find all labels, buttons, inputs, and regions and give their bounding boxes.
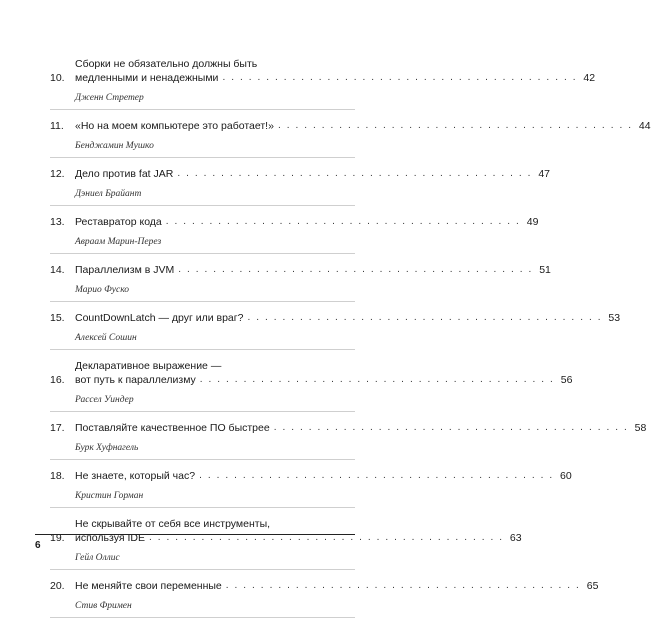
toc-entry[interactable] <box>50 577 599 618</box>
toc-entry-author: Бенджамин Мушко <box>75 141 154 151</box>
toc-entry[interactable] <box>50 309 621 350</box>
toc-entry-number: 17. <box>50 422 65 434</box>
toc-entry-title-row <box>50 263 551 277</box>
toc-entry-title <box>75 311 620 325</box>
toc-entry-last-line <box>75 579 598 593</box>
leader-dots: . . . . . . . . . . . . . . . . . . . . . . . . . . . . . . . . . . . . . . . . . <box>277 120 633 131</box>
leader-dots: . . . . . . . . . . . . . . . . . . . . . . . . . . . . . . . . . . . . . . . . . <box>273 422 629 433</box>
toc-entry-title-row <box>50 215 539 229</box>
toc-entry-last-line <box>75 469 572 483</box>
toc-entry-title <box>75 263 551 277</box>
toc-entry-last-line <box>75 71 595 85</box>
toc-entry-title <box>75 579 598 593</box>
toc-entry-page: 44 <box>638 120 651 132</box>
toc-entry-title-line: медленными и ненадежными <box>75 72 219 84</box>
toc-entry-last-line <box>75 311 620 325</box>
toc-entry-title-line: Дело против fat JAR <box>75 168 174 180</box>
toc-entry-number: 12. <box>50 168 65 180</box>
toc-entry-page: 60 <box>560 470 572 482</box>
toc-entry-last-line <box>75 421 646 435</box>
toc-entry-title-row <box>50 421 647 435</box>
page-number: 6 <box>35 540 41 551</box>
toc-entry-title-row <box>50 311 621 325</box>
toc-entry-number: 11. <box>50 120 64 132</box>
toc-entry-title-row <box>50 359 573 387</box>
toc-entry-author: Кристин Горман <box>75 491 144 501</box>
toc-entry-author: Авраам Марин-Перез <box>75 237 162 247</box>
toc-entry-number: 10. <box>50 72 65 84</box>
toc-entry-page: 56 <box>560 374 573 386</box>
toc-entry-author: Бурк Хуфнагель <box>75 443 139 453</box>
toc-entry-number: 13. <box>50 216 65 228</box>
toc-entry[interactable] <box>50 515 522 570</box>
toc-entry[interactable] <box>50 213 539 254</box>
toc-entry-last-line <box>75 373 572 387</box>
toc-entry-title-line: «Но на моем компьютере это работает!» <box>75 120 274 132</box>
toc-entry-title-line: Параллелизм в JVM <box>75 264 175 276</box>
leader-dots: . . . . . . . . . . . . . . . . . . . . . . . . . . . . . . . . . . . . . . . . . <box>165 216 521 227</box>
leader-dots: . . . . . . . . . . . . . . . . . . . . . . . . . . . . . . . . . . . . . . . . . <box>178 264 533 275</box>
table-of-contents <box>50 55 651 625</box>
toc-entry-title <box>75 421 646 435</box>
toc-entry-title-line: вот путь к параллелизму <box>75 374 196 386</box>
toc-entry-page: 47 <box>538 168 550 180</box>
toc-entry-number: 14. <box>50 264 65 276</box>
toc-entry-last-line <box>75 263 551 277</box>
leader-dots: . . . . . . . . . . . . . . . . . . . . . . . . . . . . . . . . . . . . . . . . . <box>225 580 581 591</box>
toc-entry-title <box>75 469 572 483</box>
toc-entry-author: Гейл Оллис <box>75 553 120 563</box>
toc-entry-author: Алексей Сошин <box>75 333 137 343</box>
toc-entry-last-line <box>75 167 550 181</box>
toc-entry-title <box>75 215 538 229</box>
toc-entry-last-line <box>75 119 651 133</box>
toc-entry[interactable] <box>50 261 551 302</box>
leader-dots: . . . . . . . . . . . . . . . . . . . . . . . . . . . . . . . . . . . . . . . . . <box>199 470 554 481</box>
toc-entry-title-line: Не знаете, который час? <box>75 470 196 482</box>
leader-dots: . . . . . . . . . . . . . . . . . . . . . . . . . . . . . . . . . . . . . . . . . <box>148 532 504 543</box>
toc-entry-page: 58 <box>634 422 647 434</box>
toc-entry-number: 19. <box>50 532 65 544</box>
toc-entry-title-line: Декларативное выражение — <box>75 360 222 372</box>
toc-entry-author: Стив Фримен <box>75 601 132 611</box>
toc-entry-page: 51 <box>539 264 551 276</box>
toc-entry-title-row <box>50 119 651 133</box>
toc-entry-title-row <box>50 579 599 593</box>
toc-entry-title-line: Сборки не обязательно должны быть <box>75 58 258 70</box>
toc-entry-title-line: Не меняйте свои переменные <box>75 580 222 592</box>
toc-entry-title-row <box>50 167 550 181</box>
toc-entry-title <box>75 57 595 85</box>
leader-dots: . . . . . . . . . . . . . . . . . . . . . . . . . . . . . . . . . . . . . . . . . <box>247 312 603 323</box>
toc-entry-author: Рассел Уиндер <box>75 395 134 405</box>
toc-entry-title-line: Поставляйте качественное ПО быстрее <box>75 422 270 434</box>
leader-dots: . . . . . . . . . . . . . . . . . . . . . . . . . . . . . . . . . . . . . . . . . <box>177 168 532 179</box>
toc-entry-author: Дженн Стретер <box>75 93 144 103</box>
toc-entry-number: 18. <box>50 470 65 482</box>
toc-entry[interactable] <box>50 55 596 110</box>
toc-entry-title-line: используя IDE <box>75 532 145 544</box>
toc-entry-page: 63 <box>509 532 522 544</box>
toc-entry-page: 65 <box>586 580 599 592</box>
toc-entry-title-row <box>50 469 572 483</box>
toc-entry-title-row <box>50 57 596 85</box>
toc-entry[interactable] <box>50 357 573 412</box>
toc-entry[interactable] <box>50 165 550 206</box>
toc-entry[interactable] <box>50 467 572 508</box>
toc-entry-number: 15. <box>50 312 65 324</box>
leader-dots: . . . . . . . . . . . . . . . . . . . . . . . . . . . . . . . . . . . . . . . . . <box>199 374 555 385</box>
toc-entry[interactable] <box>50 419 647 460</box>
toc-entry-author: Дэниел Брайант <box>75 189 142 199</box>
toc-entry-author: Марио Фуско <box>75 285 130 295</box>
toc-entry-title-line: Не скрывайте от себя все инструменты, <box>75 518 271 530</box>
toc-entry-title-row <box>50 517 522 545</box>
toc-entry-number: 20. <box>50 580 65 592</box>
toc-entry-title <box>75 119 651 133</box>
toc-entry-title <box>75 517 522 545</box>
footer-divider <box>35 534 355 535</box>
leader-dots: . . . . . . . . . . . . . . . . . . . . . . . . . . . . . . . . . . . . . . . . . <box>222 72 578 83</box>
toc-entry-number: 16. <box>50 374 65 386</box>
toc-entry-page: 49 <box>526 216 539 228</box>
toc-entry-title-line: CountDownLatch — друг или враг? <box>75 312 244 324</box>
toc-entry-page: 42 <box>583 72 596 84</box>
toc-entry[interactable] <box>50 117 651 158</box>
toc-entry-title <box>75 359 572 387</box>
toc-entry-page: 53 <box>608 312 621 324</box>
toc-entry-title-line: Реставратор кода <box>75 216 162 228</box>
toc-entry-last-line <box>75 215 538 229</box>
toc-entry-title <box>75 167 550 181</box>
